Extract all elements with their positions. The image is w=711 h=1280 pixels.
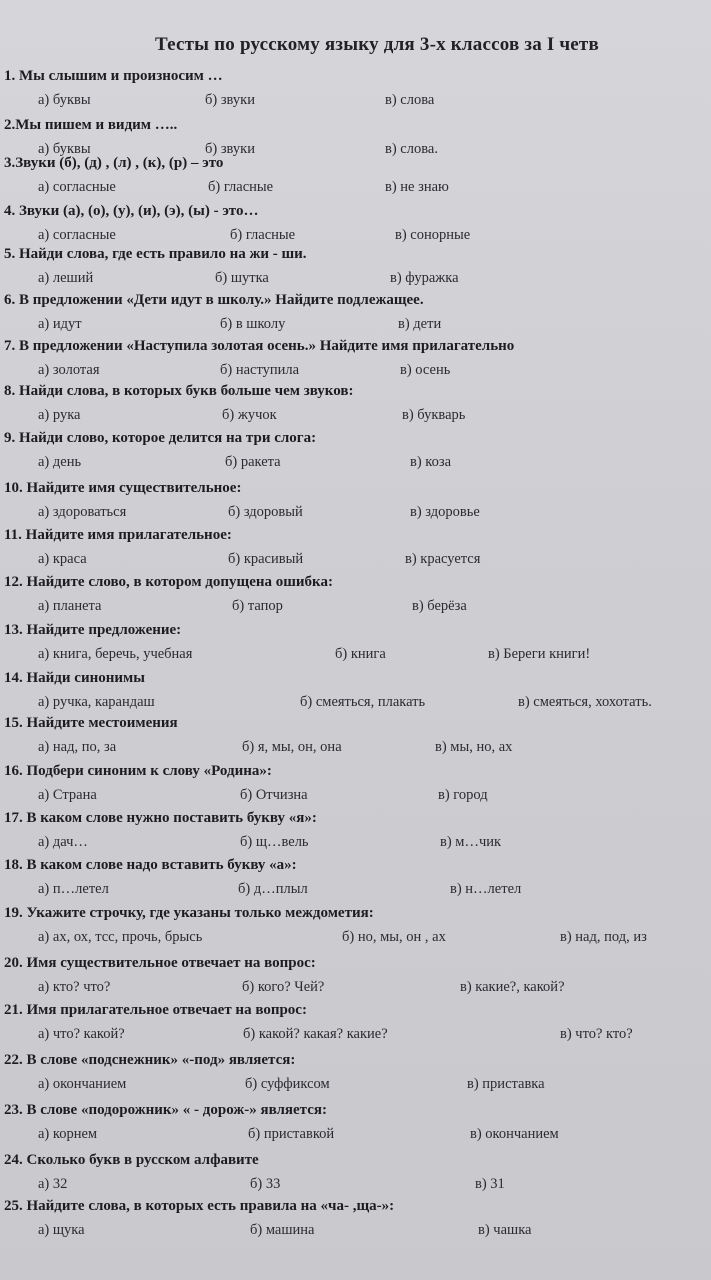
option-b: б) в школу bbox=[220, 316, 286, 332]
option-b: б) книга bbox=[335, 646, 386, 662]
question-text: 23. В слове «подорожник» « - дорож-» является: bbox=[4, 1102, 327, 1118]
question-text: 10. Найдите имя существительное: bbox=[4, 480, 242, 496]
option-b: б) ракета bbox=[225, 454, 281, 470]
option-c: в) здоровье bbox=[410, 504, 480, 520]
question-text: 8. Найди слова, в которых букв больше чем звуков: bbox=[4, 383, 354, 399]
option-a: а) книга, беречь, учебная bbox=[38, 646, 193, 662]
option-b: б) суффиксом bbox=[245, 1076, 330, 1092]
option-c: в) какие?, какой? bbox=[460, 979, 565, 995]
option-a: а) ручка, карандаш bbox=[38, 694, 155, 710]
question-text: 14. Найди синонимы bbox=[4, 670, 145, 686]
question-text: 22. В слове «подснежник» «-под» является: bbox=[4, 1052, 296, 1068]
option-b: б) гласные bbox=[230, 227, 296, 243]
option-a: а) щука bbox=[38, 1222, 85, 1238]
option-c: в) фуражка bbox=[390, 270, 459, 286]
option-a: а) согласные bbox=[38, 179, 116, 195]
option-a: а) золотая bbox=[38, 362, 100, 378]
option-c: в) сонорные bbox=[395, 227, 471, 243]
option-b: б) д…плыл bbox=[238, 881, 308, 897]
option-a: а) окончанием bbox=[38, 1076, 127, 1092]
option-a: а) п…летел bbox=[38, 881, 109, 897]
option-a: а) кто? что? bbox=[38, 979, 111, 995]
option-c: в) дети bbox=[398, 316, 442, 332]
option-c: в) осень bbox=[400, 362, 451, 378]
question-text: 11. Найдите имя прилагательное: bbox=[4, 527, 232, 543]
option-b: б) кого? Чей? bbox=[242, 979, 325, 995]
option-c: в) над, под, из bbox=[560, 929, 647, 945]
question-text: 12. Найдите слово, в котором допущена ошибка: bbox=[4, 574, 333, 590]
option-a: а) буквы bbox=[38, 141, 91, 157]
question-text: 6. В предложении «Дети идут в школу.» Найдите подлежащее. bbox=[4, 292, 424, 308]
option-a: а) здороваться bbox=[38, 504, 127, 520]
question-text: 4. Звуки (а), (о), (у), (и), (э), (ы) - это… bbox=[4, 203, 259, 219]
question-text: 1. Мы слышим и произносим … bbox=[4, 68, 223, 84]
page-title: Тесты по русскому языку для 3-х классов за I четв bbox=[155, 34, 599, 55]
option-a: а) день bbox=[38, 454, 82, 470]
question-text: 19. Укажите строчку, где указаны только междометия: bbox=[4, 905, 374, 921]
option-c: в) чашка bbox=[478, 1222, 532, 1238]
option-b: б) шутка bbox=[215, 270, 269, 286]
question-text: 20. Имя существительное отвечает на вопрос: bbox=[4, 955, 316, 971]
option-c: в) мы, но, ах bbox=[435, 739, 513, 755]
option-b: б) звуки bbox=[205, 92, 255, 108]
option-b: б) жучок bbox=[222, 407, 277, 423]
option-b: б) тапор bbox=[232, 598, 283, 614]
option-b: б) но, мы, он , ах bbox=[342, 929, 446, 945]
option-b: б) гласные bbox=[208, 179, 274, 195]
option-c: в) красуется bbox=[405, 551, 481, 567]
option-c: в) Береги книги! bbox=[488, 646, 591, 662]
option-c: в) приставка bbox=[467, 1076, 545, 1092]
option-c: в) не знаю bbox=[385, 179, 449, 195]
option-a: а) 32 bbox=[38, 1176, 68, 1192]
option-a: а) краса bbox=[38, 551, 87, 567]
question-text: 21. Имя прилагательное отвечает на вопрос: bbox=[4, 1002, 307, 1018]
question-text: 25. Найдите слова, в которых есть правила на «ча- ,ща-»: bbox=[4, 1198, 395, 1214]
option-a: а) согласные bbox=[38, 227, 116, 243]
option-c: в) город bbox=[438, 787, 488, 803]
option-a: а) рука bbox=[38, 407, 81, 423]
option-b: б) звуки bbox=[205, 141, 255, 157]
option-b: б) смеяться, плакать bbox=[300, 694, 426, 710]
option-c: в) слова bbox=[385, 92, 435, 108]
question-text: 2.Мы пишем и видим ….. bbox=[4, 117, 178, 133]
option-c: в) м…чик bbox=[440, 834, 502, 850]
option-b: б) щ…вель bbox=[240, 834, 309, 850]
option-a: а) что? какой? bbox=[38, 1026, 125, 1042]
option-c: в) слова. bbox=[385, 141, 438, 157]
option-c: в) коза bbox=[410, 454, 452, 470]
question-text: 24. Сколько букв в русском алфавите bbox=[4, 1152, 259, 1168]
option-b: б) наступила bbox=[220, 362, 300, 378]
option-b: б) красивый bbox=[228, 551, 304, 567]
option-b: б) какой? какая? какие? bbox=[243, 1026, 388, 1042]
option-a: а) леший bbox=[38, 270, 94, 286]
question-text: 16. Подбери синоним к слову «Родина»: bbox=[4, 763, 272, 779]
option-b: б) машина bbox=[250, 1222, 315, 1238]
option-a: а) ах, ох, тсс, прочь, брысь bbox=[38, 929, 203, 945]
option-a: а) идут bbox=[38, 316, 82, 332]
question-text: 15. Найдите местоимения bbox=[4, 715, 178, 731]
option-a: а) планета bbox=[38, 598, 102, 614]
option-c: в) 31 bbox=[475, 1176, 505, 1192]
option-a: а) буквы bbox=[38, 92, 91, 108]
option-a: а) дач… bbox=[38, 834, 88, 850]
question-text: 3.Звуки (б), (д) , (л) , (к), (р) – это bbox=[4, 155, 224, 171]
option-a: а) корнем bbox=[38, 1126, 98, 1142]
question-text: 18. В каком слове надо вставить букву «а»: bbox=[4, 857, 297, 873]
option-c: в) берёза bbox=[412, 598, 467, 614]
question-text: 13. Найдите предложение: bbox=[4, 622, 182, 638]
option-c: в) что? кто? bbox=[560, 1026, 633, 1042]
option-c: в) смеяться, хохотать. bbox=[518, 694, 652, 710]
option-a: а) Страна bbox=[38, 787, 97, 803]
option-b: б) я, мы, он, она bbox=[242, 739, 342, 755]
question-text: 5. Найди слова, где есть правило на жи - ши. bbox=[4, 246, 307, 262]
question-text: 7. В предложении «Наступила золотая осень.» Найдите имя прилагательно bbox=[4, 338, 515, 354]
option-c: в) букварь bbox=[402, 407, 466, 423]
option-b: б) приставкой bbox=[248, 1126, 335, 1142]
question-text: 9. Найди слово, которое делится на три слога: bbox=[4, 430, 317, 446]
option-b: б) здоровый bbox=[228, 504, 303, 520]
question-text: 17. В каком слове нужно поставить букву «я»: bbox=[4, 810, 317, 826]
option-a: а) над, по, за bbox=[38, 739, 117, 755]
option-b: б) 33 bbox=[250, 1176, 281, 1192]
option-c: в) окончанием bbox=[470, 1126, 559, 1142]
option-b: б) Отчизна bbox=[240, 787, 308, 803]
option-c: в) н…летел bbox=[450, 881, 522, 897]
